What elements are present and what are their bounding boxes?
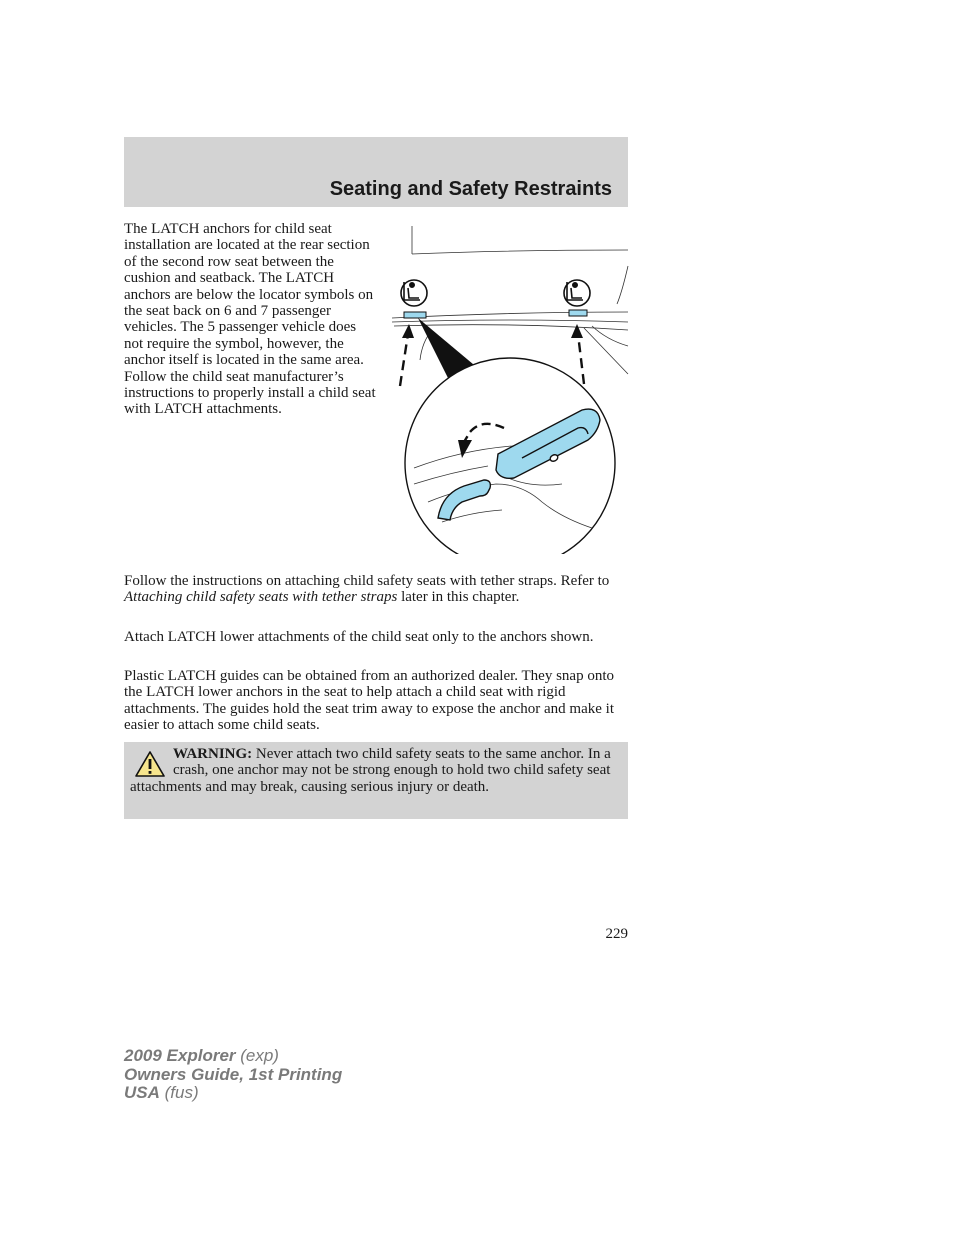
anchor-usage-paragraph: Attach LATCH lower attachments of the child seat only to the anchors shown. <box>124 629 594 645</box>
cross-reference-link: Attaching child safety seats with tether straps <box>124 589 398 606</box>
intro-paragraph: The LATCH anchors for child seat installation are located at the rear section of the second row seat between the cushion and seatback. The LATCH anchors are below the locator symbols on the seat back on 6 and 7 passenger vehicles. The 5 passenger vehicle does not require the symbol, however, the anchor itself is located in the same area. Follow the child seat manufacturer’s instructions to properly install a child seat with LATCH attachments. <box>124 221 376 418</box>
child-seat-symbol-left <box>401 280 427 306</box>
section-header <box>124 137 628 207</box>
tether-instructions-paragraph: Follow the instructions on attaching child safety seats with tether straps. Refer to Attaching child safety seats with tether straps later in this chapter. <box>124 573 610 606</box>
warning-text: WARNING: Never attach two child safety seats to the same anchor. In a crash, one anchor may not be strong enough to hold two child safety seat attachments and may break, causing serious injury or death. <box>130 746 611 795</box>
warning-label: WARNING: <box>173 746 253 762</box>
page-number: 229 <box>605 926 628 942</box>
latch-guides-paragraph: Plastic LATCH guides can be obtained from an authorized dealer. They snap onto the LATCH lower anchors in the seat to help attach a child seat with rigid attachments. The guides hold the seat trim away to expose the anchor and make it easier to attach some child seats. <box>124 668 615 734</box>
child-seat-symbol-right <box>564 280 590 306</box>
warning-box <box>124 742 628 819</box>
section-title: Seating and Safety Restraints <box>329 178 612 200</box>
document-footer: 2009 Explorer (exp) Owners Guide, 1st Printing USA (fus) <box>124 1046 343 1102</box>
latch-anchor-illustration <box>392 222 630 554</box>
